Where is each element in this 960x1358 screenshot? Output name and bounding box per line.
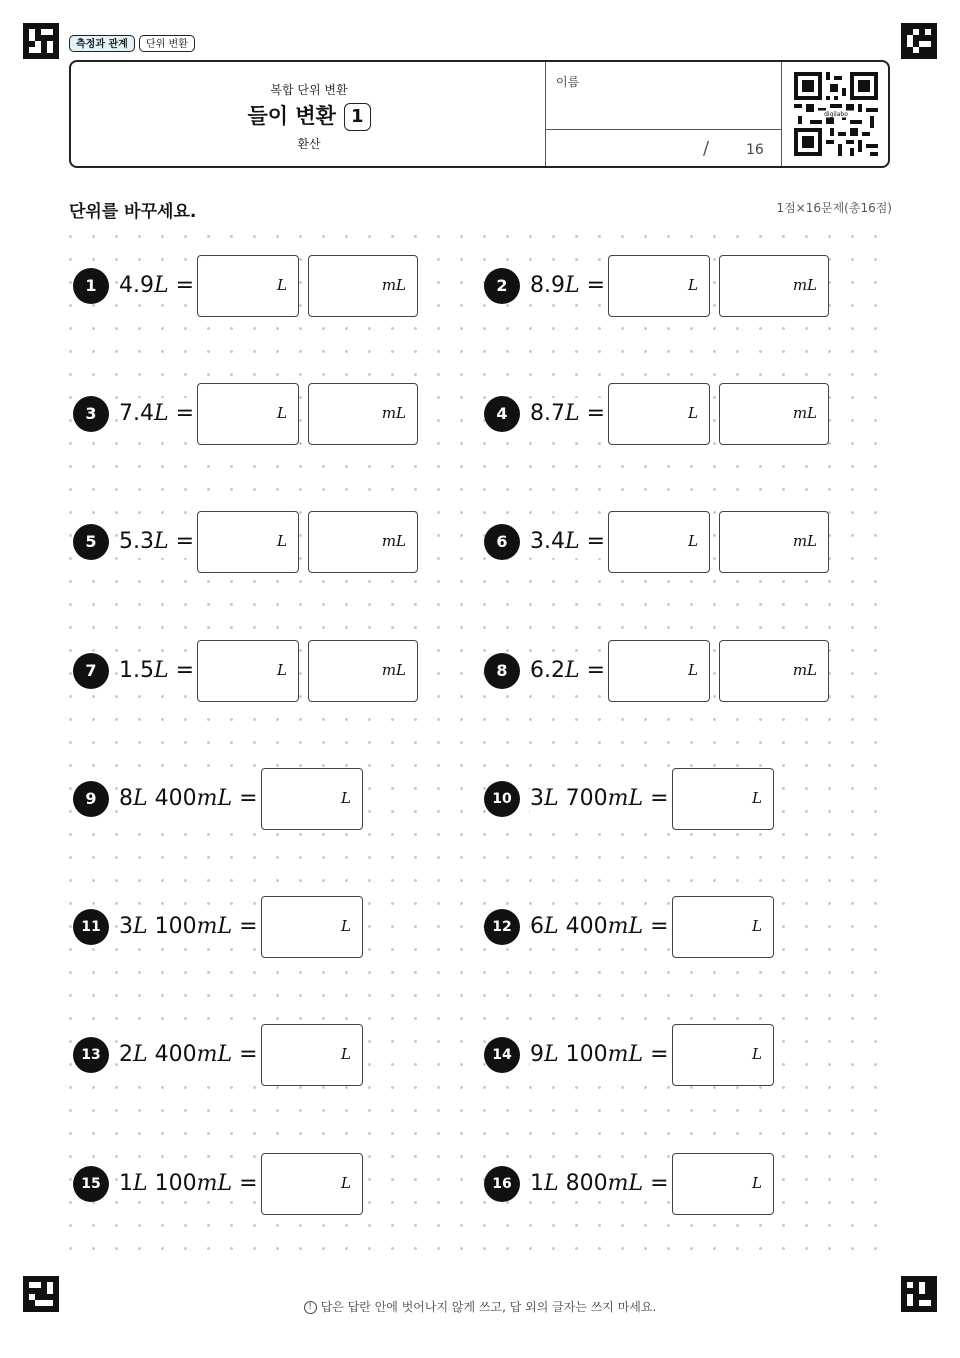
unit-symbol: L: [544, 1042, 559, 1067]
problem-expression: [530, 526, 607, 558]
problem-number-badge: 5: [73, 524, 109, 560]
unit-symbol: mL: [607, 786, 644, 811]
expression-value: 8.7: [530, 401, 565, 426]
footer-text: 답은 답란 안에 벗어나지 않게 쓰고, 답 외의 글자는 쓰지 마세요.: [320, 1300, 657, 1314]
answer-box-ml[interactable]: [308, 640, 418, 702]
expression-value: 3: [119, 914, 133, 939]
worksheet-subtitle: 복합 단위 변환: [270, 83, 348, 97]
answer-box-l[interactable]: [261, 1153, 363, 1215]
problem-expression: [530, 1039, 671, 1071]
expression-value: 8: [119, 786, 133, 811]
expression-value: =: [232, 1042, 258, 1067]
answer-box-l[interactable]: [197, 640, 299, 702]
problem-expression: [119, 526, 196, 558]
expression-value: 400: [147, 786, 197, 811]
answer-box-l[interactable]: [672, 768, 774, 830]
expression-value: 3: [530, 786, 544, 811]
problem-expression: [530, 1168, 671, 1200]
footer-note: [0, 1298, 960, 1315]
answer-unit-label: L: [277, 404, 287, 422]
topic-tag: 단위 변환: [139, 35, 195, 52]
problem-expression: [530, 911, 671, 943]
expression-value: 9: [530, 1042, 544, 1067]
expression-value: =: [579, 529, 606, 554]
unit-symbol: mL: [196, 914, 233, 939]
unit-symbol: L: [565, 529, 580, 554]
answer-unit-label: L: [752, 917, 762, 935]
unit-symbol: L: [565, 273, 580, 298]
unit-symbol: L: [133, 1171, 148, 1196]
expression-value: 6: [530, 914, 544, 939]
answer-box-l[interactable]: [672, 1024, 774, 1086]
answer-unit-label: L: [752, 789, 762, 807]
expression-value: =: [643, 1042, 669, 1067]
answer-box-l[interactable]: [672, 896, 774, 958]
category-tag: 측정과 관계: [69, 35, 135, 52]
problem-expression: [530, 783, 671, 815]
qr-brand-text: digilabo: [824, 111, 848, 118]
qr-code-icon: [794, 72, 878, 156]
problem-expression: [119, 783, 260, 815]
problem-number-badge: 1: [73, 268, 109, 304]
answer-unit-label: mL: [792, 276, 817, 294]
unit-symbol: L: [154, 401, 169, 426]
expression-value: 5.3: [119, 529, 154, 554]
answer-box-ml[interactable]: [719, 640, 829, 702]
unit-symbol: L: [544, 914, 559, 939]
answer-box-ml[interactable]: [719, 383, 829, 445]
answer-box-ml[interactable]: [719, 511, 829, 573]
problem-number-badge: 15: [73, 1166, 109, 1202]
expression-value: =: [168, 529, 195, 554]
answer-box-l[interactable]: [608, 640, 710, 702]
problem-expression: [119, 655, 196, 687]
answer-unit-label: L: [752, 1174, 762, 1192]
answer-unit-label: L: [688, 404, 698, 422]
answer-unit-label: mL: [792, 661, 817, 679]
answer-unit-label: L: [277, 532, 287, 550]
answer-box-l[interactable]: [608, 511, 710, 573]
expression-value: 8.9: [530, 273, 565, 298]
warning-circle-icon: !: [304, 1301, 317, 1314]
answer-unit-label: L: [277, 276, 287, 294]
score-total: 16: [746, 142, 764, 158]
expression-value: =: [579, 273, 606, 298]
unit-symbol: mL: [196, 1042, 233, 1067]
expression-value: 700: [558, 786, 608, 811]
score-slash: /: [703, 138, 710, 159]
problem-number-badge: 8: [484, 653, 520, 689]
unit-symbol: L: [544, 1171, 559, 1196]
answer-box-l[interactable]: [672, 1153, 774, 1215]
expression-value: =: [232, 914, 258, 939]
header-divider: [546, 129, 781, 130]
problem-number-badge: 3: [73, 396, 109, 432]
problem-number-badge: 6: [484, 524, 520, 560]
problem-expression: [530, 655, 607, 687]
answer-box-ml[interactable]: [308, 383, 418, 445]
answer-unit-label: L: [341, 1045, 351, 1063]
problem-expression: [530, 270, 607, 302]
answer-unit-label: mL: [381, 661, 406, 679]
expression-value: =: [579, 658, 606, 683]
problem-number-badge: 2: [484, 268, 520, 304]
unit-symbol: L: [133, 786, 148, 811]
expression-value: 3.4: [530, 529, 565, 554]
answer-unit-label: L: [341, 1174, 351, 1192]
unit-symbol: mL: [196, 786, 233, 811]
expression-value: 100: [558, 1042, 608, 1067]
problem-number-badge: 14: [484, 1037, 520, 1073]
unit-symbol: mL: [607, 914, 644, 939]
problem-number-badge: 10: [484, 781, 520, 817]
answer-unit-label: mL: [792, 404, 817, 422]
problem-expression: [119, 1168, 260, 1200]
expression-value: =: [232, 786, 258, 811]
expression-value: =: [579, 401, 606, 426]
problem-number-badge: 13: [73, 1037, 109, 1073]
expression-value: =: [232, 1171, 258, 1196]
expression-value: 6.2: [530, 658, 565, 683]
problem-number-badge: 11: [73, 909, 109, 945]
problem-number-badge: 4: [484, 396, 520, 432]
worksheet-category: 환산: [297, 137, 321, 151]
answer-box-l[interactable]: [608, 383, 710, 445]
problem-expression: [119, 398, 196, 430]
unit-symbol: mL: [607, 1171, 644, 1196]
expression-value: =: [643, 914, 669, 939]
expression-value: 2: [119, 1042, 133, 1067]
answer-box-ml[interactable]: [719, 255, 829, 317]
expression-value: 400: [147, 1042, 197, 1067]
answer-unit-label: L: [752, 1045, 762, 1063]
unit-symbol: L: [154, 529, 169, 554]
expression-value: 1.5: [119, 658, 154, 683]
unit-symbol: L: [544, 786, 559, 811]
expression-value: =: [643, 786, 669, 811]
expression-value: 1: [119, 1171, 133, 1196]
unit-symbol: L: [154, 273, 169, 298]
answer-unit-label: L: [688, 661, 698, 679]
unit-symbol: L: [133, 914, 148, 939]
problem-number-badge: 7: [73, 653, 109, 689]
answer-box-l[interactable]: [197, 511, 299, 573]
answer-box-l[interactable]: [197, 255, 299, 317]
worksheet-number: 1: [344, 103, 371, 131]
answer-box-l[interactable]: [261, 1024, 363, 1086]
unit-symbol: L: [565, 401, 580, 426]
registration-marker-top-left: [23, 23, 59, 59]
answer-unit-label: L: [277, 661, 287, 679]
unit-symbol: mL: [196, 1171, 233, 1196]
expression-value: 100: [147, 1171, 197, 1196]
answer-box-ml[interactable]: [308, 511, 418, 573]
answer-unit-label: L: [341, 917, 351, 935]
expression-value: 800: [558, 1171, 608, 1196]
problem-expression: [119, 270, 196, 302]
problem-number-badge: 16: [484, 1166, 520, 1202]
unit-symbol: mL: [607, 1042, 644, 1067]
answer-unit-label: L: [688, 532, 698, 550]
expression-value: 7.4: [119, 401, 154, 426]
expression-value: 400: [558, 914, 608, 939]
problem-expression: [530, 398, 607, 430]
unit-symbol: L: [133, 1042, 148, 1067]
expression-value: =: [168, 273, 195, 298]
name-field-label: 이름: [556, 75, 580, 89]
expression-value: =: [168, 401, 195, 426]
expression-value: 1: [530, 1171, 544, 1196]
instruction-text: 단위를 바꾸세요.: [69, 202, 197, 222]
expression-value: =: [168, 658, 195, 683]
answer-box-l[interactable]: [261, 896, 363, 958]
header-divider: [781, 62, 782, 166]
expression-value: 100: [147, 914, 197, 939]
problem-expression: [119, 1039, 260, 1071]
registration-marker-top-right: [901, 23, 937, 59]
answer-box-l[interactable]: [261, 768, 363, 830]
answer-unit-label: mL: [381, 532, 406, 550]
header-divider: [545, 62, 546, 166]
answer-unit-label: mL: [381, 404, 406, 422]
answer-box-l[interactable]: [197, 383, 299, 445]
answer-box-ml[interactable]: [308, 255, 418, 317]
problem-number-badge: 9: [73, 781, 109, 817]
answer-unit-label: L: [688, 276, 698, 294]
problem-expression: [119, 911, 260, 943]
points-info: 1점×16문제(총16점): [776, 201, 892, 215]
unit-symbol: L: [565, 658, 580, 683]
problem-number-badge: 12: [484, 909, 520, 945]
expression-value: 4.9: [119, 273, 154, 298]
worksheet-title: [71, 100, 547, 131]
expression-value: =: [643, 1171, 669, 1196]
worksheet-header: [69, 60, 890, 168]
answer-box-l[interactable]: [608, 255, 710, 317]
answer-unit-label: mL: [792, 532, 817, 550]
answer-unit-label: mL: [381, 276, 406, 294]
worksheet-title-text: 들이 변환: [247, 104, 336, 128]
answer-unit-label: L: [341, 789, 351, 807]
unit-symbol: L: [154, 658, 169, 683]
